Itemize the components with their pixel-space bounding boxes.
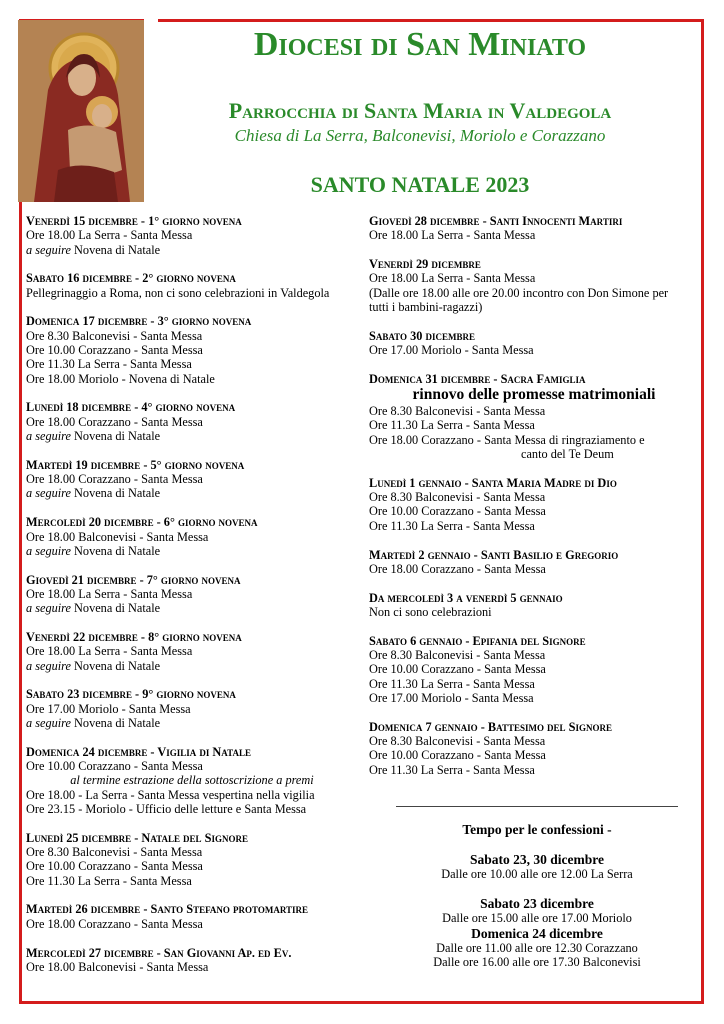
entry-heading: Domenica 7 gennaio - Battesimo del Signore (369, 719, 612, 734)
schedule-entry (369, 591, 699, 620)
entry-line (26, 429, 358, 443)
entry-heading: Martedì 19 dicembre - 5° giorno novena (26, 457, 245, 472)
page-title: Diocesi di San Miniato (253, 26, 587, 63)
entry-heading: Sabato 6 gennaio - Epifania del Signore (369, 633, 586, 648)
entry-line-italic: a seguire (26, 658, 71, 673)
parish-name: Parrocchia di Santa Maria in Valdegola (228, 98, 612, 123)
entry-line-italic: a seguire (26, 242, 71, 257)
schedule-entry (369, 214, 699, 243)
entry-heading: Sabato 30 dicembre (369, 328, 475, 343)
entry-heading: Sabato 23 dicembre - 9° giorno novena (26, 687, 236, 702)
entry-line: Ore 11.30 La Serra - Santa Messa (369, 762, 535, 777)
entry-line: Ore 10.00 Corazzano - Santa Messa (26, 759, 203, 774)
entry-line-text: Novena di Natale (70, 486, 161, 501)
entry-heading: Venerdì 22 dicembre - 8° giorno novena (26, 630, 242, 645)
entry-line: Ore 18.00 Corazzano - Santa Messa di ringraziamento e (369, 432, 645, 447)
schedule-entry (26, 271, 358, 300)
entry-line (26, 243, 358, 257)
entry-line-text: Novena di Natale (70, 716, 161, 731)
entry-line-italic: a seguire (26, 716, 71, 731)
entry-heading: Domenica 31 dicembre - Sacra Famiglia (369, 371, 586, 386)
entry-line: Ore 18.00 Corazzano - Santa Messa (26, 414, 203, 429)
entry-heading: Da mercoledì 3 a venerdì 5 gennaio (369, 590, 563, 605)
schedule-entry (369, 476, 699, 533)
entry-line: Ore 10.00 Corazzano - Santa Messa (369, 748, 546, 763)
entry-line (26, 659, 358, 673)
entry-line: Ore 10.00 Corazzano - Santa Messa (369, 662, 546, 677)
entry-line: Ore 11.30 La Serra - Santa Messa (369, 418, 535, 433)
entry-line-text: Novena di Natale (70, 429, 161, 444)
entry-line (26, 601, 358, 615)
entry-line-italic: a seguire (26, 429, 71, 444)
entry-line: Ore 11.30 La Serra - Santa Messa (26, 873, 192, 888)
divider (396, 806, 678, 807)
schedule-entry (26, 687, 358, 730)
entry-line: Ore 18.00 Corazzano - Santa Messa (26, 916, 203, 931)
entry-line-italic: a seguire (26, 486, 71, 501)
confessions-block: Domenica 24 dicembre Dalle ore 11.00 alle ore 12.30 Corazzano Dalle ore 16.00 alle ore 17.30 Balconevisi (433, 926, 641, 969)
confessions-block: Sabato 23 dicembre Dalle ore 15.00 alle ore 17.00 Moriolo (442, 896, 632, 925)
entry-line: al termine estrazione della sottoscrizione a premi (70, 773, 314, 788)
entry-line: Ore 11.30 La Serra - Santa Messa (369, 676, 535, 691)
schedule-entry (369, 720, 699, 777)
entry-line: Ore 17.00 Moriolo - Santa Messa (369, 343, 534, 358)
schedule-entry (26, 745, 358, 816)
entry-heading: Giovedì 21 dicembre - 7° giorno novena (26, 572, 241, 587)
entry-heading: Lunedì 1 gennaio - Santa Maria Madre di Dio (369, 475, 617, 490)
confessions-block: Sabato 23, 30 dicembre Dalle ore 10.00 alle ore 12.00 La Serra (441, 852, 633, 881)
schedule-entry (26, 630, 358, 673)
schedule-entry (26, 458, 358, 501)
entry-heading: Sabato 16 dicembre - 2° giorno novena (26, 271, 236, 286)
entry-line: Ore 17.00 Moriolo - Santa Messa (26, 701, 191, 716)
entry-heading: Lunedì 18 dicembre - 4° giorno novena (26, 400, 236, 415)
entry-line: Ore 18.00 - La Serra - Santa Messa vespertina nella vigilia (26, 787, 315, 802)
schedule-entry (369, 329, 699, 358)
entry-line: Ore 18.00 Corazzano - Santa Messa (26, 472, 203, 487)
entry-line: Ore 8.30 Balconevisi - Santa Messa (26, 845, 203, 860)
entry-line: Ore 8.30 Balconevisi - Santa Messa (369, 490, 546, 505)
schedule-entry (26, 400, 358, 443)
entry-line: Ore 8.30 Balconevisi - Santa Messa (369, 734, 546, 749)
schedule-entry (369, 372, 699, 461)
schedule-entry (369, 257, 699, 314)
schedule-entry (26, 573, 358, 616)
entry-line: Ore 23.15 - Moriolo - Ufficio delle letture e Santa Messa (26, 802, 307, 816)
entry-heading: Domenica 24 dicembre - Vigilia di Natale (26, 744, 251, 759)
entry-line: Ore 10.00 Corazzano - Santa Messa (26, 859, 203, 874)
entry-line: Ore 8.30 Balconevisi - Santa Messa (369, 648, 546, 663)
schedule-right-column (369, 214, 699, 791)
entry-heading: Martedì 26 dicembre - Santo Stefano protomartire (26, 902, 309, 917)
entry-line (26, 544, 358, 558)
entry-heading: Lunedì 25 dicembre - Natale del Signore (26, 830, 248, 845)
entry-line-text: Novena di Natale (70, 601, 161, 616)
entry-line-text: Novena di Natale (70, 658, 161, 673)
entry-line: Ore 18.00 Corazzano - Santa Messa (369, 561, 546, 576)
entry-line: canto del Te Deum (521, 447, 614, 462)
entry-line: Ore 17.00 Moriolo - Santa Messa (369, 690, 534, 705)
entry-line: Ore 18.00 La Serra - Santa Messa (26, 644, 193, 659)
entry-line (26, 486, 358, 500)
entry-line-italic: a seguire (26, 601, 71, 616)
entry-line: Ore 18.00 La Serra - Santa Messa (26, 586, 193, 601)
entry-line: Ore 8.30 Balconevisi - Santa Messa (26, 328, 203, 343)
entry-heading: Venerdì 29 dicembre (369, 257, 481, 272)
schedule-entry (369, 548, 699, 577)
entry-line: Ore 18.00 Balconevisi - Santa Messa (26, 959, 209, 974)
schedule-entry (26, 831, 358, 888)
entry-heading: Mercoledì 20 dicembre - 6° giorno novena (26, 515, 258, 530)
schedule-entry (26, 314, 358, 385)
entry-line: Ore 10.00 Corazzano - Santa Messa (369, 504, 546, 519)
entry-line: Pellegrinaggio a Roma, non ci sono celebrazioni in Valdegola (26, 285, 330, 300)
churches-subtitle: Chiesa di La Serra, Balconevisi, Moriolo e Corazzano (234, 126, 606, 145)
entry-heading: Mercoledì 27 dicembre - San Giovanni Ap. ed Ev. (26, 945, 292, 960)
entry-heading: Martedì 2 gennaio - Santi Basilio e Gregorio (369, 547, 619, 562)
schedule-entry (26, 515, 358, 558)
entry-line-text: Novena di Natale (70, 543, 161, 558)
madonna-icon (18, 20, 144, 202)
entry-line: Ore 18.00 La Serra - Santa Messa (369, 271, 536, 286)
entry-line: Ore 11.30 La Serra - Santa Messa (26, 357, 192, 372)
entry-heading: Domenica 17 dicembre - 3° giorno novena (26, 314, 252, 329)
entry-heading: Venerdì 15 dicembre - 1° giorno novena (26, 214, 242, 228)
entry-line: Ore 18.00 Balconevisi - Santa Messa (26, 529, 209, 544)
entry-line: Ore 18.00 Moriolo - Novena di Natale (26, 371, 215, 386)
schedule-entry (26, 946, 358, 975)
entry-line (26, 716, 358, 730)
entry-line: Ore 18.00 La Serra - Santa Messa (26, 228, 193, 243)
entry-line: Ore 18.00 La Serra - Santa Messa (369, 228, 536, 243)
entry-line-text: Novena di Natale (70, 242, 161, 257)
schedule-entry (26, 214, 358, 257)
entry-line: Ore 11.30 La Serra - Santa Messa (369, 518, 535, 533)
entry-heading: Giovedì 28 dicembre - Santi Innocenti Martiri (369, 214, 623, 228)
entry-line: Non ci sono celebrazioni (369, 604, 492, 619)
schedule-entry (26, 902, 358, 931)
event-title: SANTO NATALE 2023 (310, 172, 530, 197)
entry-line: Ore 8.30 Balconevisi - Santa Messa (369, 404, 546, 419)
schedule-entry (369, 634, 699, 705)
schedule-left-column (26, 214, 358, 989)
entry-subheading: rinnovo delle promesse matrimoniali (412, 386, 656, 404)
entry-line-italic: a seguire (26, 543, 71, 558)
entry-line: tutti i bambini-ragazzi) (369, 299, 483, 314)
confessions-title: Tempo per le confessioni - (462, 822, 612, 837)
entry-line: Ore 10.00 Corazzano - Santa Messa (26, 343, 203, 358)
entry-line: (Dalle ore 18.00 alle ore 20.00 incontro con Don Simone per (369, 285, 669, 300)
